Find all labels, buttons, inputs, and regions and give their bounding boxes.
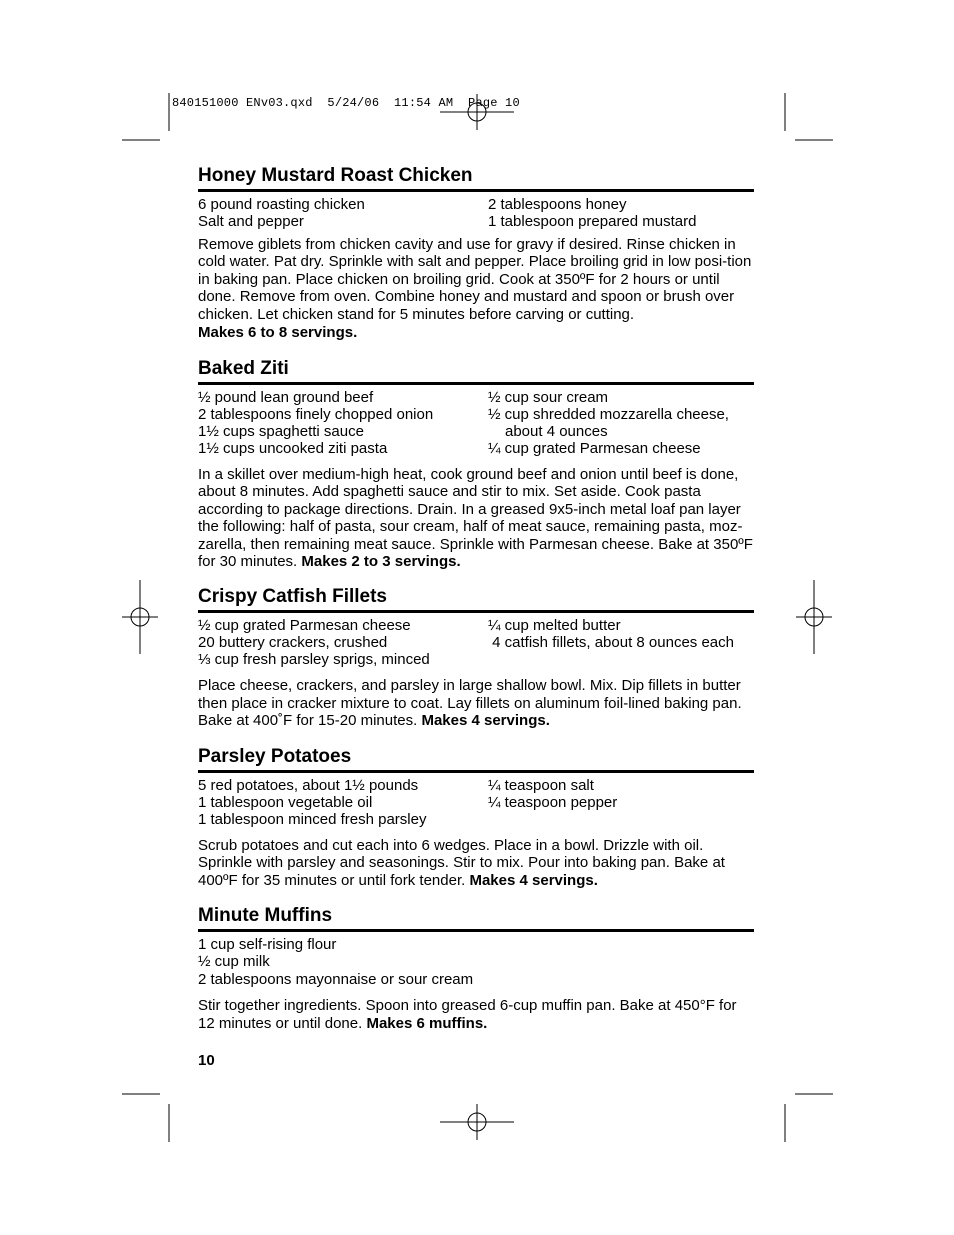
ingredient: about 4 ounces [505, 423, 608, 441]
ingredient: ¼ cup melted butter [488, 617, 621, 635]
ingredient-list [198, 777, 754, 828]
recipe-baked-ziti [198, 357, 754, 570]
ingredient-list [198, 389, 754, 457]
ingredient: Salt and pepper [198, 213, 304, 230]
recipe-title: Baked Ziti [198, 357, 754, 385]
recipe-honey-mustard-roast-chicken [198, 164, 754, 342]
recipe-title: Crispy Catfish Fillets [198, 585, 754, 613]
recipe-title: Parsley Potatoes [198, 745, 754, 773]
recipe-method-text: Place cheese, crackers, and parsley in large shallow bowl. Mix. Dip fillets in butter then place in cracker mixture to coat. Lay fillets on aluminum foil-lined baking pan. Bake at 400˚F for 15-20 minutes. [198, 677, 742, 730]
ingredient: ¼ cup grated Parmesan cheese [488, 440, 701, 458]
ingredient: 6 pound roasting chicken [198, 196, 365, 213]
recipe-method [198, 466, 754, 570]
recipe-method [198, 997, 754, 1032]
ingredient-column-left [198, 777, 488, 828]
recipe-minute-muffins [198, 904, 754, 1032]
ingredient: 1½ cups uncooked ziti pasta [198, 440, 388, 458]
ingredient: ¼ teaspoon salt [488, 776, 594, 794]
ingredient: 1 cup self-rising flour [198, 935, 337, 953]
recipe-method [198, 837, 754, 889]
ingredient: ½ cup shredded mozzarella cheese, [488, 406, 729, 424]
ingredient: 1 tablespoon vegetable oil [198, 793, 373, 811]
print-slug: 840151000 ENv03.qxd 5/24/06 11:54 AM Page 10 [172, 96, 520, 110]
ingredient-column-left [198, 196, 488, 230]
ingredient: ¼ teaspoon pepper [488, 793, 618, 811]
ingredient: 2 tablespoons mayonnaise or sour cream [198, 970, 474, 988]
page-number: 10 [198, 1052, 215, 1069]
recipe-title: Honey Mustard Roast Chicken [198, 164, 754, 192]
ingredient: 4 catfish fillets, about 8 ounces each [488, 634, 734, 652]
ingredient-column-left [198, 617, 488, 668]
ingredient: ½ cup grated Parmesan cheese [198, 617, 411, 635]
ingredient: 2 tablespoons finely chopped onion [198, 406, 434, 424]
recipe-parsley-potatoes [198, 745, 754, 889]
recipe-yield: Makes 2 to 3 servings. [301, 553, 461, 571]
recipe-method [198, 677, 754, 729]
recipe-yield: Makes 4 servings. [469, 871, 598, 889]
ingredient-column-right [488, 617, 754, 668]
recipe-yield: Makes 6 muffins. [366, 1014, 488, 1032]
ingredient-list [198, 617, 754, 668]
ingredient: ⅓ cup fresh parsley sprigs, minced [198, 651, 430, 669]
recipe-method-text: Stir together ingredients. Spoon into greased 6-cup muffin pan. Bake at 450°F for 12 minutes or until done. [198, 997, 737, 1032]
recipe-crispy-catfish-fillets [198, 585, 754, 729]
ingredient: 5 red potatoes, about 1½ pounds [198, 776, 419, 794]
ingredient: 1 tablespoon prepared mustard [488, 213, 697, 230]
ingredient-column-left [198, 389, 488, 457]
ingredient: ½ cup sour cream [488, 389, 609, 407]
recipe-method: Remove giblets from chicken cavity and use for gravy if desired. Rinse chicken in cold water. Pat dry. Sprinkle with salt and pepper. Place broiling grid in low posi-tion in baking pan. Place chicken on broiling grid. Cook at 350ºF for 2 hours or until done. Remove from oven. Combine honey and mustard and spoon or brush over chicken. Let chicken stand for 5 minutes before carving or cutting. [198, 236, 752, 323]
recipe-yield: Makes 6 to 8 servings. [198, 324, 358, 342]
recipe-title: Minute Muffins [198, 904, 754, 932]
ingredient-column-right [488, 196, 754, 230]
ingredient-list [198, 196, 754, 230]
ingredient: 1 tablespoon minced fresh parsley [198, 810, 427, 828]
ingredient-list [198, 936, 754, 989]
ingredient-column-left [198, 936, 488, 989]
ingredient-column-right [488, 777, 754, 828]
ingredient: 2 tablespoons honey [488, 196, 627, 213]
ingredient-column-right [488, 389, 754, 457]
ingredient: 20 buttery crackers, crushed [198, 634, 388, 652]
recipe-method-text: Scrub potatoes and cut each into 6 wedges. Place in a bowl. Drizzle with oil. Sprinkle with parsley and seasonings. Stir to mix. Pour into baking pan. Bake at 400ºF for 35 minutes or until fork tender. [198, 836, 725, 889]
ingredient: ½ cup milk [198, 953, 270, 971]
recipe-yield: Makes 4 servings. [421, 712, 550, 730]
recipe-method-text: In a skillet over medium-high heat, cook ground beef and onion until beef is done, about 8 minutes. Add spaghetti sauce and stir to mix. Set aside. Cook pasta according to package directions. Drain. In a greased 9x5-inch metal loaf pan layer the following: half of pasta, sour cream, half of meat sauce, remaining pasta, moz-zarella, then remaining meat sauce. Sprinkle with Parmesan cheese. Bake at 350ºF for 30 minutes. [198, 466, 753, 571]
ingredient: 1½ cups spaghetti sauce [198, 423, 364, 441]
recipe-page [198, 164, 754, 1032]
ingredient: ½ pound lean ground beef [198, 389, 374, 407]
